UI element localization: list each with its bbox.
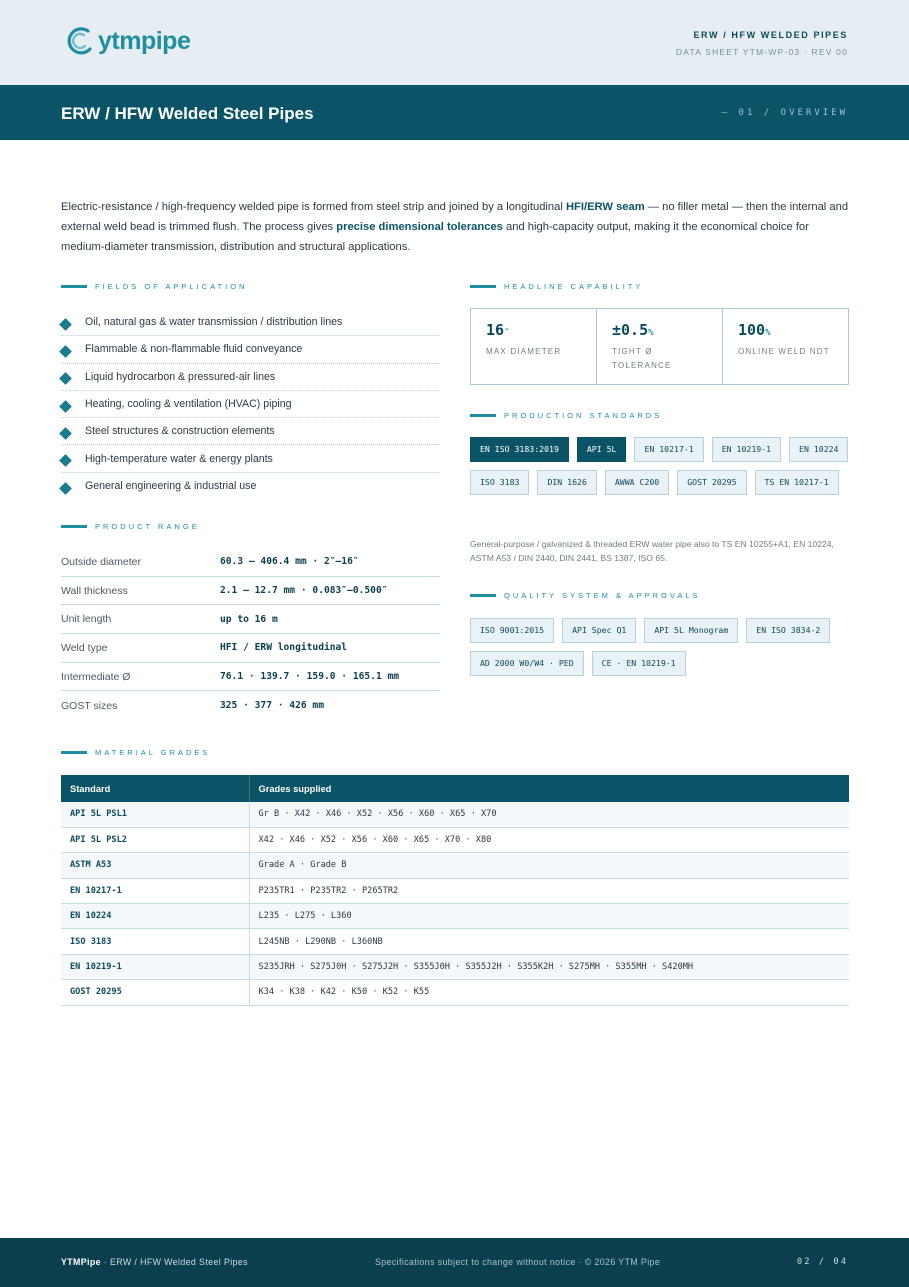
standard-cell: API 5L PSL2 [61, 827, 249, 852]
range-label: GOST sizes [61, 699, 118, 712]
list-item [61, 391, 440, 418]
footer-brand: YTMPipe [61, 1257, 101, 1267]
standard-tag: API 5L [577, 437, 627, 462]
product-range-table [61, 548, 440, 720]
table-row [61, 853, 849, 878]
column-header-standard: Standard [61, 775, 249, 802]
diamond-bullet-icon [59, 318, 72, 331]
document-reference: DATA SHEET YTM-WP-03 · REV 00 [675, 47, 848, 57]
range-label: Intermediate Ø [61, 670, 131, 683]
capability-heading-text: HEADLINE CAPABILITY [504, 282, 644, 291]
capability-cell [471, 309, 597, 384]
range-label: Unit length [61, 613, 112, 626]
applications-heading [61, 282, 247, 291]
intro-text-2: — no filler metal — then the internal and external weld bead is trimmed flush. The process gives [61, 201, 849, 233]
range-row [61, 663, 440, 692]
approval-tag: CE · EN 10219-1 [592, 651, 686, 676]
table-row [61, 827, 849, 852]
applications-heading-text: FIELDS OF APPLICATION [95, 282, 248, 291]
grades-cell: Gr B · X42 · X46 · X52 · X56 · X60 · X65 · X70 [249, 802, 849, 827]
list-item-text: Steel structures & construction elements [85, 425, 275, 438]
intro-text-1: Electric-resistance / high-frequency welded pipe is formed from steel strip and joined by a longitudinal [61, 201, 566, 213]
heading-bar [61, 525, 87, 528]
grades-heading-text: MATERIAL GRADES [95, 748, 211, 757]
standard-cell: EN 10217-1 [61, 878, 249, 903]
list-item-text: General engineering & industrial use [85, 480, 257, 493]
standard-cell: ASTM A53 [61, 853, 249, 878]
capability-cell [723, 309, 848, 384]
intro-highlight-tolerance: precise dimensional tolerances [336, 221, 503, 233]
intro-paragraph [61, 197, 849, 257]
capability-label: TIGHT Ø TOLERANCE [612, 347, 672, 370]
grades-cell: X42 · X46 · X52 · X56 · X60 · X65 · X70 · X80 [249, 827, 849, 852]
range-row [61, 548, 440, 577]
standard-tag: EN 10219-1 [712, 437, 781, 462]
standard-cell: ISO 3183 [61, 929, 249, 954]
standard-tag: EN ISO 3183:2019 [470, 437, 569, 462]
range-label: Weld type [61, 641, 108, 654]
capability-unit: ″ [504, 328, 510, 338]
list-item-text: Flammable & non-flammable fluid conveyance [85, 343, 303, 356]
capability-unit: % [765, 328, 771, 338]
footer-brand-line [61, 1257, 248, 1267]
standards-tags [470, 437, 850, 495]
standard-tag: ISO 3183 [470, 470, 529, 495]
grades-cell: Grade A · Grade B [249, 853, 849, 878]
document-title: ERW / HFW WELDED PIPES [693, 30, 848, 40]
intro-text-3: and high-capacity output, making it the economical choice for medium-diameter transmission, distribution and structural applications. [61, 221, 809, 253]
range-label: Wall thickness [61, 584, 128, 597]
standards-heading [470, 411, 662, 420]
list-item [61, 336, 440, 363]
heading-bar [470, 594, 496, 597]
table-row [61, 980, 849, 1005]
company-logo [66, 24, 190, 58]
quality-heading [470, 591, 701, 600]
heading-bar [470, 414, 496, 417]
list-item [61, 473, 440, 500]
quality-tags [470, 618, 850, 676]
diamond-bullet-icon [59, 372, 72, 385]
range-row [61, 634, 440, 663]
grades-cell: P235TR1 · P235TR2 · P265TR2 [249, 878, 849, 903]
range-row [61, 691, 440, 720]
capability-value [738, 321, 848, 339]
list-item-text: Liquid hydrocarbon & pressured-air lines [85, 370, 276, 383]
logo-mark-icon [66, 25, 96, 57]
capability-label: ONLINE WELD NDT [738, 347, 830, 356]
page-footer [0, 1238, 909, 1287]
range-row [61, 605, 440, 634]
range-value: 2.1 – 12.7 mm · 0.083″–0.500″ [220, 585, 388, 597]
approval-tag: ISO 9001:2015 [470, 618, 554, 643]
approval-tag: AD 2000 W0/W4 · PED [470, 651, 584, 676]
range-value: 325 · 377 · 426 mm [220, 700, 324, 712]
table-row [61, 802, 849, 827]
list-item [61, 445, 440, 472]
range-value: up to 16 m [220, 613, 278, 625]
diamond-bullet-icon [59, 482, 72, 495]
capability-number: 16 [486, 321, 505, 339]
capability-number: ±0.5 [612, 321, 649, 339]
diamond-bullet-icon [59, 454, 72, 467]
list-item-text: Oil, natural gas & water transmission / distribution lines [85, 316, 343, 329]
range-value: HFI / ERW longitudinal [220, 642, 348, 654]
standard-tag: TS EN 10217-1 [755, 470, 839, 495]
heading-bar [61, 751, 87, 754]
standard-tag: EN 10224 [789, 437, 848, 462]
standards-note: General-purpose / galvanized & threaded ERW water pipe also to TS EN 10255+A1, EN 10224, ASTM A53 / DIN 2440, DIN 2441, BS 1387, ISO 65. [470, 539, 834, 563]
footer-disclaimer: Specifications subject to change without notice · © 2026 YTM Pipe [375, 1257, 661, 1267]
list-item-text: High-temperature water & energy plants [85, 452, 273, 465]
list-item-text: Heating, cooling & ventilation (HVAC) piping [85, 398, 292, 411]
capability-cell [597, 309, 723, 384]
logo-text: ytmpipe [98, 26, 191, 55]
grades-cell: K34 · K38 · K42 · K50 · K52 · K55 [249, 980, 849, 1005]
standard-cell: GOST 20295 [61, 980, 249, 1005]
range-row [61, 577, 440, 606]
section-marker: — 01 / OVERVIEW [721, 108, 848, 118]
grades-cell: S235JRH · S275J0H · S275J2H · S355J0H · S355J2H · S355K2H · S275MH · S355MH · S420MH [249, 954, 849, 979]
applications-list [61, 309, 440, 500]
list-item [61, 364, 440, 391]
range-value: 76.1 · 139.7 · 159.0 · 165.1 mm [220, 671, 400, 683]
grades-cell: L235 · L275 · L360 [249, 904, 849, 929]
quality-heading-text: QUALITY SYSTEM & APPROVALS [504, 591, 701, 600]
table-header-row [61, 775, 849, 802]
list-item [61, 418, 440, 445]
list-item [61, 309, 440, 336]
standard-tag: DIN 1626 [537, 470, 596, 495]
product-range-heading-text: PRODUCT RANGE [95, 522, 200, 531]
heading-bar [470, 285, 496, 288]
page-title: ERW / HFW Welded Steel Pipes [61, 104, 314, 123]
table-row [61, 954, 849, 979]
heading-bar [61, 285, 87, 288]
grades-cell: L245NB · L290NB · L360NB [249, 929, 849, 954]
table-row [61, 929, 849, 954]
standard-cell: EN 10224 [61, 904, 249, 929]
range-label: Outside diameter [61, 555, 141, 568]
diamond-bullet-icon [59, 400, 72, 413]
standard-tag: EN 10217-1 [634, 437, 703, 462]
standard-tag: GOST 20295 [677, 470, 746, 495]
intro-highlight-seam: HFI/ERW seam [565, 201, 645, 213]
approval-tag: API 5L Monogram [644, 618, 738, 643]
standard-cell: EN 10219-1 [61, 954, 249, 979]
grades-heading [61, 748, 210, 757]
approval-tag: EN ISO 3834-2 [746, 618, 830, 643]
standard-tag: AWWA C200 [605, 470, 669, 495]
capability-value [486, 321, 596, 339]
page-header [0, 0, 909, 85]
capability-box [470, 308, 849, 385]
table-row [61, 878, 849, 903]
product-range-heading [61, 522, 200, 531]
table-row [61, 904, 849, 929]
standards-heading-text: PRODUCTION STANDARDS [504, 411, 663, 420]
range-value: 60.3 – 406.4 mm · 2″–16″ [220, 556, 359, 568]
diamond-bullet-icon [59, 345, 72, 358]
capability-heading [470, 282, 643, 291]
title-band [0, 85, 909, 140]
document-meta [676, 30, 848, 57]
capability-unit: % [648, 328, 654, 338]
capability-value [612, 321, 722, 339]
page-number: 02 / 04 [796, 1257, 848, 1267]
material-grades-table [61, 775, 849, 1006]
column-header-grades: Grades supplied [249, 775, 849, 802]
standard-cell: API 5L PSL1 [61, 802, 249, 827]
capability-label: MAX DIAMETER [486, 347, 562, 356]
footer-doc-name: · ERW / HFW Welded Steel Pipes [100, 1257, 248, 1267]
approval-tag: API Spec Q1 [562, 618, 636, 643]
capability-number: 100 [738, 321, 766, 339]
diamond-bullet-icon [59, 427, 72, 440]
